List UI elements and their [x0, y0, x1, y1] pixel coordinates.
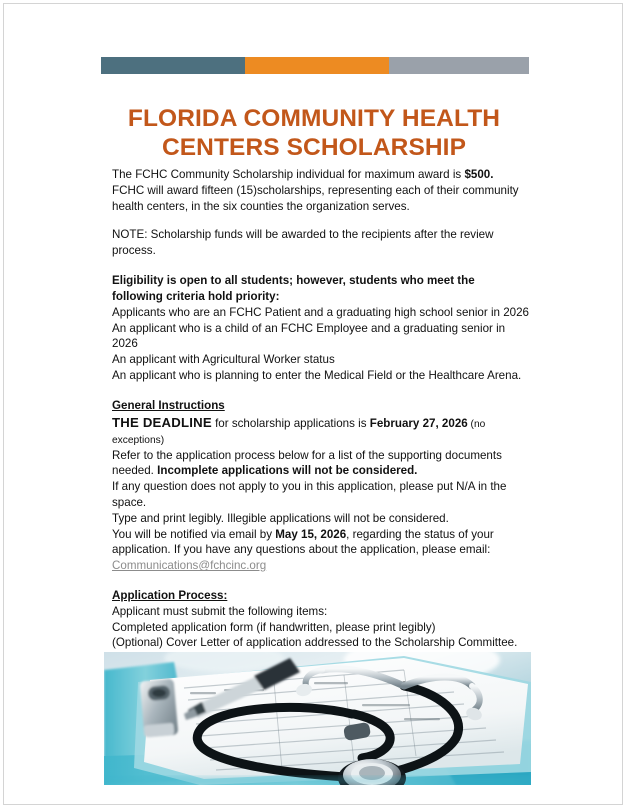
title-line-2: CENTERS SCHOLARSHIP	[161, 133, 467, 161]
eligibility-criterion: An applicant who is planning to enter the Medical Field or the Healthcare Arena.	[112, 368, 522, 382]
application-process-heading: Application Process:	[112, 589, 228, 602]
note-paragraph: NOTE: Scholarship funds will be awarded to the recipients after the review process.	[112, 228, 494, 258]
intro-line-1-text: The FCHC Community Scholarship individual for maximum award is	[112, 168, 465, 181]
application-item-2-line-1: (Optional) Cover Letter of application addressed to the Scholarship Committee.	[112, 636, 518, 650]
notify-line-2: application. If you have any questions about the application, please email:	[112, 543, 491, 557]
notify-pre-text: You will be notified via email by	[112, 527, 276, 541]
intro-line-3: health centers, in the six counties the organization serves.	[112, 199, 410, 213]
photo-illustration	[104, 652, 531, 785]
notification-date: May 15, 2026	[275, 527, 347, 541]
contact-email-line	[112, 558, 532, 574]
header-bar-gray	[389, 57, 529, 74]
notify-line-1	[112, 527, 532, 543]
eligibility-section	[112, 273, 532, 384]
intro-line-2: FCHC will award fifteen (15)scholarships, representing each of their community	[112, 183, 519, 197]
spacer	[112, 214, 532, 227]
incomplete-warning: Incomplete applications will not be considered.	[157, 464, 418, 478]
document-page	[3, 3, 623, 805]
eligibility-criterion: An applicant with Agricultural Worker status	[112, 353, 335, 367]
page-title	[64, 105, 564, 163]
header-bar-slate	[101, 57, 245, 74]
spacer	[112, 574, 532, 588]
spacer	[112, 384, 532, 398]
stethoscope-clipboard-photo	[104, 652, 531, 785]
notify-post-text: , regarding the status of your	[346, 527, 494, 541]
general-instructions-heading: General Instructions	[112, 398, 225, 412]
refer-line-2	[112, 463, 532, 479]
deadline-mid-text: for scholarship applications is	[211, 416, 370, 430]
na-line: If any question does not apply to you in this application, please put N/A in the space.	[112, 480, 507, 509]
award-amount: $500.	[464, 168, 494, 181]
title-line-1: FLORIDA COMMUNITY HEALTH	[127, 105, 501, 132]
header-bar-orange	[245, 57, 389, 74]
contact-email-link[interactable]: Communications@fchcinc.org	[112, 559, 267, 573]
deadline-note: (no exceptions)	[112, 418, 486, 446]
application-process-intro: Applicant must submit the following items:	[112, 604, 328, 618]
header-accent-bars	[101, 57, 529, 74]
deadline-label: THE DEADLINE	[112, 414, 212, 430]
general-instructions-section	[112, 398, 532, 574]
refer-line-1: Refer to the application process below for a list of the supporting documents	[112, 448, 502, 462]
spacer	[112, 259, 532, 273]
eligibility-criterion: Applicants who are an FCHC Patient and a graduating high school senior in 2026	[112, 305, 529, 319]
application-item-1: Completed application form (if handwritten, please print legibly)	[112, 620, 436, 634]
refer-line-2-plain: needed.	[112, 464, 158, 478]
intro-line-1	[112, 167, 532, 183]
eligibility-heading-line-1: Eligibility is open to all students; however, students who meet the	[112, 274, 475, 288]
deadline-date: February 27, 2026	[369, 416, 468, 430]
legible-line: Type and print legibly. Illegible applications will not be considered.	[112, 511, 449, 525]
intro-paragraph	[112, 167, 532, 214]
eligibility-criterion: An applicant who is a child of an FCHC Employee and a graduating senior in 2026	[112, 321, 506, 351]
eligibility-heading-line-2: following criteria hold priority:	[112, 289, 280, 303]
deadline-line	[112, 414, 532, 448]
